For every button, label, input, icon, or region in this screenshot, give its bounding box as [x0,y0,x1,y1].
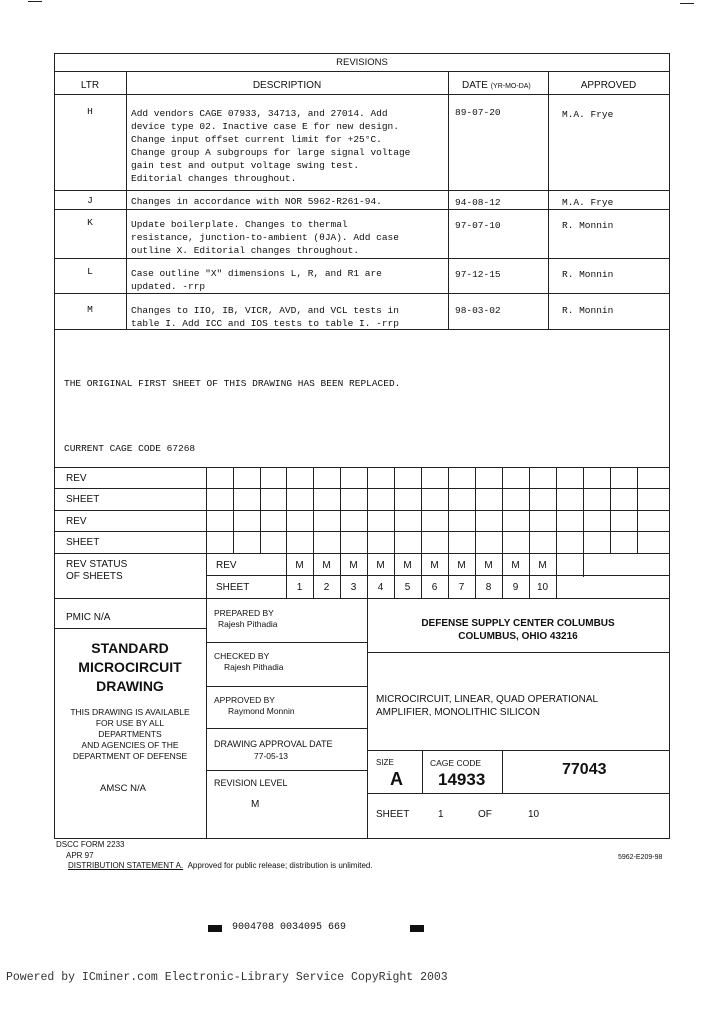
distribution-statement: DISTRIBUTION STATEMENT A. Approved for public release; distribution is unlimited. [68,861,373,870]
rev-cell: M [430,560,439,571]
rev-cell: M [376,560,385,571]
doc-number: 5962-E209-98 [618,854,663,861]
rev-cell: M [511,560,520,571]
rev-cell: M [322,560,331,571]
sheet-cell: 8 [485,582,492,593]
drawing-title: MICROCIRCUIT, LINEAR, QUAD OPERATIONAL [376,694,599,705]
form-number: DSCC FORM 2233 [56,840,125,849]
rev-cell: M [484,560,493,571]
col-description: DESCRIPTION [252,80,322,91]
pmic: PMIC N/A [66,612,111,623]
current-cage-code: CURRENT CAGE CODE 67268 [64,443,196,454]
sheet-cell: 6 [431,582,438,593]
prepared-by: Rajesh Pithadia [218,619,278,629]
rev-cell: M [403,560,412,571]
cage-code-value: 14933 [438,770,486,789]
revision-level: M [251,799,260,810]
sheet-total: 10 [528,809,540,820]
barcode-mark [410,925,424,932]
revisions-header: REVISIONS [336,57,388,68]
rev-cell: M [349,560,358,571]
scan-mark [28,1,42,2]
sheet-cell: 1 [296,582,303,593]
replaced-note: THE ORIGINAL FIRST SHEET OF THIS DRAWING HAS BEEN REPLACED. [64,378,401,389]
powered-by: Powered by ICminer.com Electronic-Library Service CopyRight 2003 [6,971,448,984]
amsc: AMSC N/A [100,783,146,794]
sheet-cell: 2 [323,582,330,593]
form-date: APR 97 [66,851,94,860]
barcode-mark [208,925,222,932]
col-ltr: LTR [80,80,100,91]
standard-title: STANDARD [91,640,169,656]
agency-name: DEFENSE SUPPLY CENTER COLUMBUS [421,618,615,629]
sheet-cell: 7 [458,582,465,593]
col-approved: APPROVED [580,80,637,91]
approval-date: 77-05-13 [254,751,289,761]
drawing-number: 77043 [562,761,607,778]
approved-by: Raymond Monnin [228,706,295,716]
barcode-text: 9004708 0034095 669 [232,922,347,933]
col-date: DATE (YR-MO-DA) [462,80,531,91]
sheet-cell: 4 [377,582,384,593]
availability-note: THIS DRAWING IS AVAILABLE FOR USE BY ALL DEPARTMENTS AND AGENCIES OF THE DEPARTMENT OF DEFENSE [70,707,190,761]
rev-cell: M [295,560,304,571]
sheet-number: 1 [438,809,444,820]
rev-cell: M [457,560,466,571]
sheet-cell: 3 [350,582,357,593]
sheet-cell: 10 [536,582,549,593]
scan-mark [680,3,694,4]
rev-status-label: REV STATUS [66,559,128,570]
checked-by: Rajesh Pithadia [224,662,284,672]
size-value: A [390,769,403,789]
sheet-cell: 9 [512,582,519,593]
rev-cell: M [538,560,547,571]
of-sheets-label: OF SHEETS [66,571,123,582]
sheet-cell: 5 [404,582,411,593]
